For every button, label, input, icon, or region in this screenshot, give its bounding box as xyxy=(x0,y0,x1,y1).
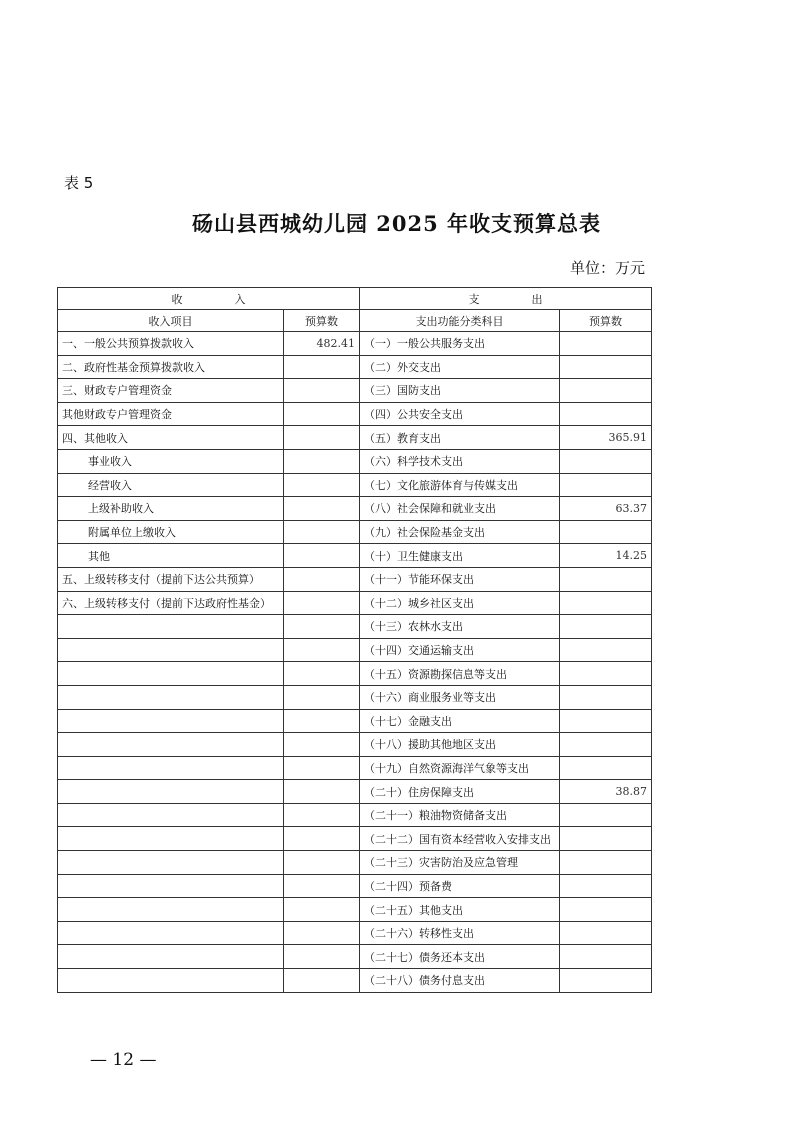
income-item-cell xyxy=(58,803,284,827)
expense-item-cell: （五）教育支出 xyxy=(360,426,560,450)
expense-amount-cell xyxy=(560,355,652,379)
expense-amount-cell xyxy=(560,685,652,709)
income-item-cell: 其他财政专户管理资金 xyxy=(58,402,284,426)
income-amount-cell xyxy=(284,567,360,591)
table-row xyxy=(58,591,652,615)
income-amount-cell xyxy=(284,497,360,521)
income-item-cell xyxy=(58,709,284,733)
table-row xyxy=(58,402,652,426)
income-amount-cell xyxy=(284,426,360,450)
expense-amount-cell xyxy=(560,851,652,875)
expense-amount-cell xyxy=(560,615,652,639)
expense-amount-cell xyxy=(560,921,652,945)
table-row xyxy=(58,355,652,379)
income-group-header xyxy=(58,288,360,310)
income-amount-cell xyxy=(284,756,360,780)
income-amount-cell xyxy=(284,662,360,686)
expense-item-cell: （二）外交支出 xyxy=(360,355,560,379)
col-header-income-item: 收入项目 xyxy=(58,310,284,332)
income-item-cell xyxy=(58,733,284,757)
expense-amount-cell xyxy=(560,733,652,757)
expense-amount-cell xyxy=(560,969,652,993)
income-item-cell xyxy=(58,662,284,686)
income-item-cell: 一、一般公共预算拨款收入 xyxy=(58,332,284,356)
table-row xyxy=(58,332,652,356)
expense-item-cell: （六）科学技术支出 xyxy=(360,449,560,473)
income-item-cell xyxy=(58,945,284,969)
expense-item-cell: （十七）金融支出 xyxy=(360,709,560,733)
expense-item-cell: （二十）住房保障支出 xyxy=(360,780,560,804)
expense-item-cell: （二十三）灾害防治及应急管理 xyxy=(360,851,560,875)
income-amount-cell xyxy=(284,851,360,875)
income-item-cell xyxy=(58,780,284,804)
table-row xyxy=(58,379,652,403)
expense-amount-cell xyxy=(560,803,652,827)
expense-amount-cell xyxy=(560,827,652,851)
table-row xyxy=(58,544,652,568)
table-row xyxy=(58,709,652,733)
income-amount-cell xyxy=(284,685,360,709)
expense-header-char2: 出 xyxy=(531,292,543,306)
expense-header-char1: 支 xyxy=(468,292,480,306)
income-item-cell: 六、上级转移支付（提前下达政府性基金） xyxy=(58,591,284,615)
col-header-income-amount: 预算数 xyxy=(284,310,360,332)
income-item-cell xyxy=(58,874,284,898)
income-item-cell: 四、其他收入 xyxy=(58,426,284,450)
table-row xyxy=(58,520,652,544)
income-amount-cell xyxy=(284,827,360,851)
income-amount-cell xyxy=(284,402,360,426)
income-item-cell: 上级补助收入 xyxy=(58,497,284,521)
income-amount-cell xyxy=(284,709,360,733)
table-row xyxy=(58,426,652,450)
income-amount-cell xyxy=(284,921,360,945)
expense-item-cell: （十）卫生健康支出 xyxy=(360,544,560,568)
page-title: 砀山县西城幼儿园 2025 年收支预算总表 xyxy=(191,211,602,236)
expense-amount-cell: 63.37 xyxy=(560,497,652,521)
income-amount-cell xyxy=(284,591,360,615)
table-row xyxy=(58,567,652,591)
expense-amount-cell xyxy=(560,709,652,733)
expense-amount-cell xyxy=(560,473,652,497)
expense-item-cell: （二十四）预备费 xyxy=(360,874,560,898)
income-item-cell xyxy=(58,615,284,639)
col-header-expense-amount: 预算数 xyxy=(560,310,652,332)
table-row xyxy=(58,945,652,969)
table-row xyxy=(58,497,652,521)
expense-item-cell: （九）社会保险基金支出 xyxy=(360,520,560,544)
table-row xyxy=(58,685,652,709)
expense-amount-cell xyxy=(560,567,652,591)
expense-amount-cell: 38.87 xyxy=(560,780,652,804)
expense-item-cell: （四）公共安全支出 xyxy=(360,402,560,426)
table-row xyxy=(58,449,652,473)
expense-item-cell: （十四）交通运输支出 xyxy=(360,638,560,662)
expense-amount-cell xyxy=(560,662,652,686)
income-amount-cell xyxy=(284,544,360,568)
income-amount-cell xyxy=(284,969,360,993)
table-row xyxy=(58,969,652,993)
table-row xyxy=(58,898,652,922)
income-amount-cell xyxy=(284,803,360,827)
budget-summary-table xyxy=(57,287,652,993)
table-row xyxy=(58,473,652,497)
expense-item-cell: （二十七）债务还本支出 xyxy=(360,945,560,969)
income-amount-cell xyxy=(284,355,360,379)
expense-amount-cell xyxy=(560,756,652,780)
table-row xyxy=(58,874,652,898)
table-row xyxy=(58,662,652,686)
income-item-cell xyxy=(58,756,284,780)
expense-item-cell: （二十一）粮油物资储备支出 xyxy=(360,803,560,827)
expense-item-cell: （十二）城乡社区支出 xyxy=(360,591,560,615)
table-row xyxy=(58,756,652,780)
expense-amount-cell xyxy=(560,520,652,544)
table-row xyxy=(58,803,652,827)
income-item-cell: 五、上级转移支付（提前下达公共预算） xyxy=(58,567,284,591)
expense-item-cell: （一）一般公共服务支出 xyxy=(360,332,560,356)
income-amount-cell xyxy=(284,780,360,804)
expense-amount-cell xyxy=(560,874,652,898)
expense-item-cell: （十八）援助其他地区支出 xyxy=(360,733,560,757)
table-row xyxy=(58,638,652,662)
income-amount-cell xyxy=(284,638,360,662)
expense-item-cell: （三）国防支出 xyxy=(360,379,560,403)
income-amount-cell xyxy=(284,898,360,922)
income-item-cell: 附属单位上缴收入 xyxy=(58,520,284,544)
expense-item-cell: （十五）资源勘探信息等支出 xyxy=(360,662,560,686)
income-item-cell xyxy=(58,898,284,922)
expense-item-cell: （八）社会保障和就业支出 xyxy=(360,497,560,521)
expense-amount-cell xyxy=(560,332,652,356)
income-header-char1: 收 xyxy=(171,292,183,306)
table-row xyxy=(58,615,652,639)
expense-item-cell: （十三）农林水支出 xyxy=(360,615,560,639)
expense-amount-cell: 365.91 xyxy=(560,426,652,450)
expense-item-cell: （二十二）国有资本经营收入安排支出 xyxy=(360,827,560,851)
income-item-cell xyxy=(58,851,284,875)
expense-amount-cell xyxy=(560,945,652,969)
income-item-cell xyxy=(58,969,284,993)
expense-amount-cell xyxy=(560,402,652,426)
income-amount-cell xyxy=(284,520,360,544)
table-row xyxy=(58,780,652,804)
expense-item-cell: （十六）商业服务业等支出 xyxy=(360,685,560,709)
income-item-cell: 事业收入 xyxy=(58,449,284,473)
expense-item-cell: （二十六）转移性支出 xyxy=(360,921,560,945)
expense-item-cell: （二十五）其他支出 xyxy=(360,898,560,922)
income-amount-cell xyxy=(284,379,360,403)
expense-amount-cell xyxy=(560,379,652,403)
income-amount-cell xyxy=(284,945,360,969)
table-header-row-columns xyxy=(58,310,652,332)
income-item-cell xyxy=(58,638,284,662)
income-item-cell xyxy=(58,921,284,945)
income-item-cell: 三、财政专户管理资金 xyxy=(58,379,284,403)
income-amount-cell xyxy=(284,733,360,757)
expense-item-cell: （十一）节能环保支出 xyxy=(360,567,560,591)
expense-group-header xyxy=(360,288,652,310)
expense-amount-cell xyxy=(560,591,652,615)
income-amount-cell xyxy=(284,449,360,473)
table-header-row-group xyxy=(58,288,652,310)
expense-item-cell: （二十八）债务付息支出 xyxy=(360,969,560,993)
unit-label: 单位：万元 xyxy=(569,259,645,277)
income-item-cell xyxy=(58,685,284,709)
income-header-char2: 入 xyxy=(234,292,246,306)
income-item-cell: 经营收入 xyxy=(58,473,284,497)
expense-amount-cell xyxy=(560,638,652,662)
table-row xyxy=(58,851,652,875)
expense-amount-cell xyxy=(560,898,652,922)
income-amount-cell xyxy=(284,874,360,898)
income-amount-cell xyxy=(284,615,360,639)
expense-amount-cell xyxy=(560,449,652,473)
table-row xyxy=(58,921,652,945)
expense-item-cell: （十九）自然资源海洋气象等支出 xyxy=(360,756,560,780)
table-row xyxy=(58,733,652,757)
page-number: — 12 — xyxy=(90,1050,157,1070)
expense-amount-cell: 14.25 xyxy=(560,544,652,568)
income-amount-cell: 482.41 xyxy=(284,332,360,356)
table-label: 表 5 xyxy=(64,174,94,192)
income-amount-cell xyxy=(284,473,360,497)
col-header-expense-item: 支出功能分类科目 xyxy=(360,310,560,332)
income-item-cell: 其他 xyxy=(58,544,284,568)
expense-item-cell: （七）文化旅游体育与传媒支出 xyxy=(360,473,560,497)
income-item-cell xyxy=(58,827,284,851)
table-row xyxy=(58,827,652,851)
income-item-cell: 二、政府性基金预算拨款收入 xyxy=(58,355,284,379)
budget-table-body xyxy=(58,288,652,993)
